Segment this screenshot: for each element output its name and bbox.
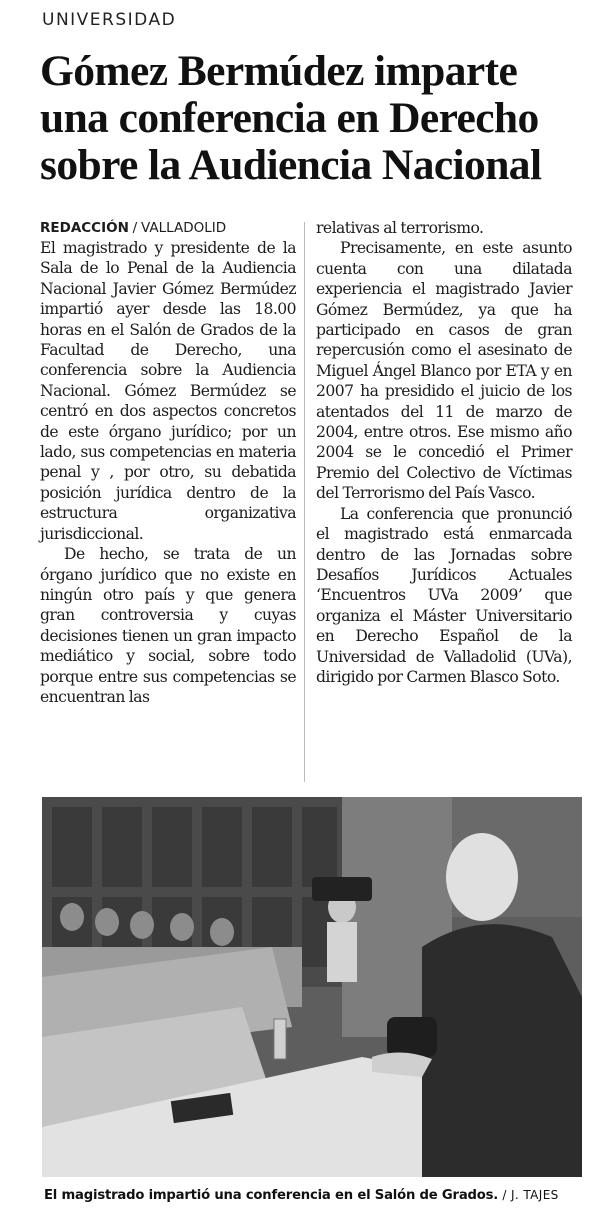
article-column-right <box>316 218 572 687</box>
paragraph: La conferencia que pronunció el magistrado está enmarcada dentro de las Jornadas sobre Desafíos Jurídicos Actuales ‘Encuentros UVa 2009’ que organiza el Máster Universitario en Derecho Español de la Universidad de Valladolid (UVa), dirigido por Carmen Blasco Soto. <box>316 504 572 686</box>
paragraph: relativas al terrorismo. <box>316 219 484 237</box>
byline-author: REDACCIÓN <box>40 220 129 236</box>
paragraph: El magistrado y presidente de la Sala de lo Penal de la Audiencia Nacional Javier Gómez Bermúdez impartió ayer desde las 18.00 horas en el Salón de Grados de la Facultad de Derecho, una conferencia sobre la Audiencia Nacional. Gómez Bermúdez se centró en dos aspectos concretos de este órgano jurídico; por un lado, sus competencias en materia penal y , por otro, su debatida posición jurídica dentro de la estructura organizativa jurisdiccional. <box>40 239 296 543</box>
paragraph: Precisamente, en este asunto cuenta con una dilatada experiencia el magistrado Javier Gómez Bermúdez, ya que ha participado en casos de gran repercusión como el asesinato de Miguel Ángel Blanco por ETA y en 2007 ha presidido el juicio de los atentados del 11 de marzo de 2004, entre otros. Ese mismo año 2004 se le concedió el Primer Premio del Colectivo de Víctimas del Terrorismo del País Vasco. <box>316 239 572 503</box>
byline <box>40 218 296 238</box>
byline-location: VALLADOLID <box>141 220 227 236</box>
paragraph: De hecho, se trata de un órgano jurídico que no existe en ningún otro país y que genera gran controversia y cuyas decisiones tienen un gran impacto mediático y social, sobre todo porque entre sus competencias se encuentran las <box>40 545 296 706</box>
headline-line: sobre la Audiencia Nacional <box>40 141 542 189</box>
section-label: UNIVERSIDAD <box>42 10 177 30</box>
photo-caption <box>44 1186 604 1205</box>
column-divider <box>304 222 305 782</box>
photo-illustration <box>42 797 582 1177</box>
headline <box>40 48 580 189</box>
caption-text: El magistrado impartió una conferencia en el Salón de Grados. <box>44 1188 499 1203</box>
headline-line: una conferencia en Derecho <box>40 94 539 142</box>
byline-separator: / <box>128 220 142 236</box>
headline-line: Gómez Bermúdez imparte <box>40 47 518 95</box>
article-photo <box>42 797 582 1177</box>
photo-credit: / J. TAJES <box>502 1188 559 1202</box>
article-column-left <box>40 218 296 707</box>
